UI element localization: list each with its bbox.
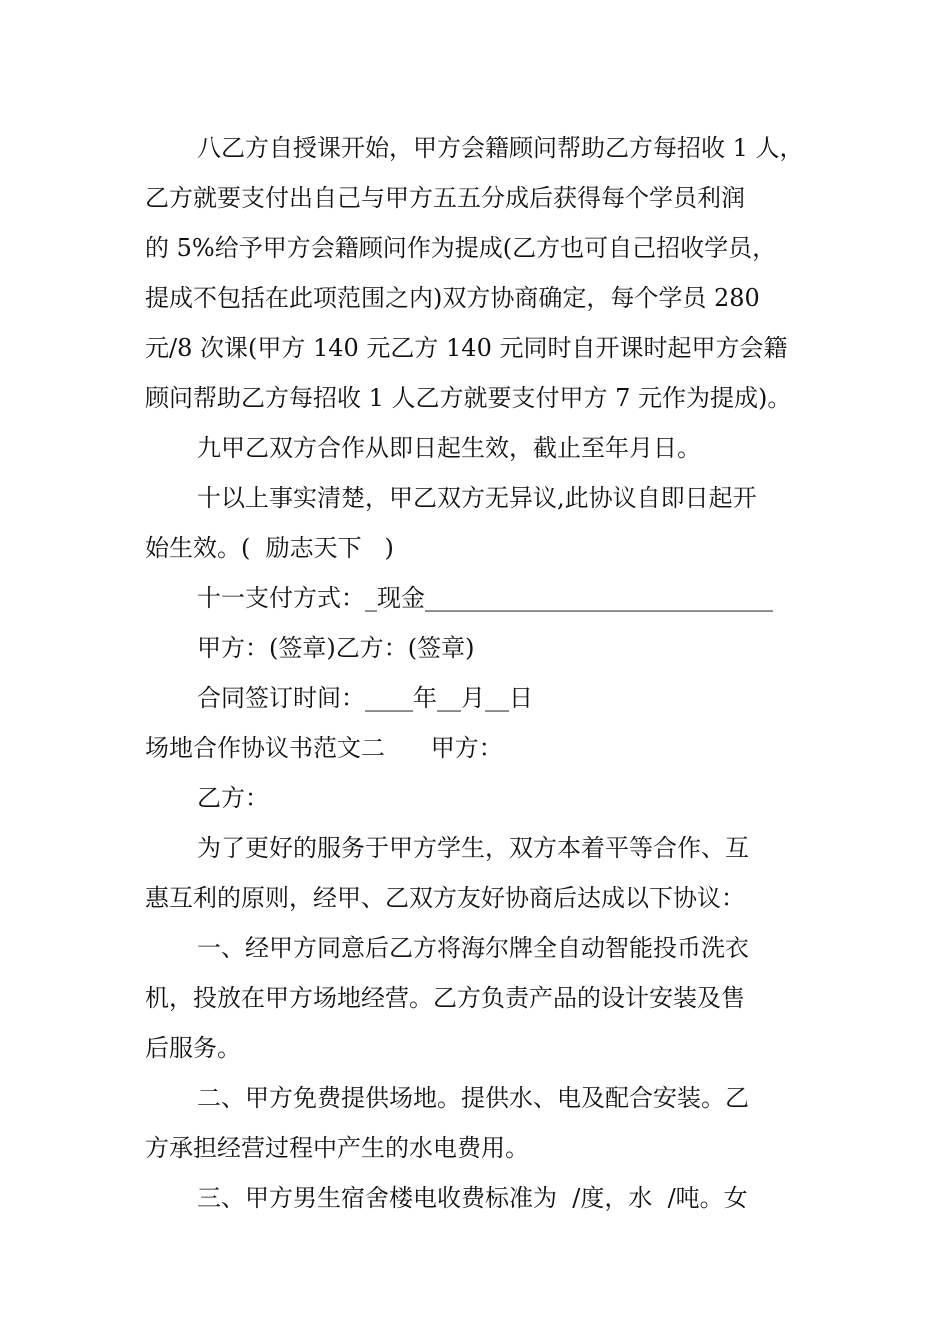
- text-line: 顾问帮助乙方每招收 1 人乙方就要支付甲方 7 元作为提成)。: [145, 384, 792, 412]
- text-line: 为了更好的服务于甲方学生，双方本着平等合作、互: [197, 834, 749, 862]
- text-line: 元/8 次课(甲方 140 元乙方 140 元同时自开课时起甲方会籍: [145, 334, 788, 362]
- text-line: 后服务。: [145, 1034, 241, 1062]
- text-line: 机，投放在甲方场地经营。乙方负责产品的设计安装及售: [145, 984, 745, 1012]
- text-line: 九甲乙双方合作从即日起生效，截止至年月日。: [197, 434, 701, 462]
- payment-method-line: 十一支付方式：_现金_____________________________: [197, 584, 773, 612]
- text-line: 二、甲方免费提供场地。提供水、电及配合安装。乙: [197, 1084, 749, 1112]
- text-line: 三、甲方男生宿舍楼电收费标准为 /度，水 /吨。女: [197, 1184, 748, 1212]
- text-line: 始生效。( 励志天下 ): [145, 534, 394, 562]
- text-line: 八乙方自授课开始，甲方会籍顾问帮助乙方每招收 1 人，: [197, 134, 804, 162]
- text-line: 一、经甲方同意后乙方将海尔牌全自动智能投币洗衣: [197, 934, 749, 962]
- text-line: 方承担经营过程中产生的水电费用。: [145, 1134, 529, 1162]
- section-heading: 场地合作协议书范文二 甲方：: [145, 734, 503, 762]
- text-line: 惠互利的原则，经甲、乙双方友好协商后达成以下协议：: [145, 884, 745, 912]
- text-line: 乙方就要支付出自己与甲方五五分成后获得每个学员利润: [145, 184, 745, 212]
- text-line: 乙方：: [197, 784, 269, 812]
- text-line: 十以上事实清楚，甲乙双方无异议,此协议自即日起开: [197, 484, 757, 512]
- signature-line: 甲方：(签章)乙方：(签章): [197, 634, 475, 662]
- contract-date-line: 合同签订时间：____年__月__日: [197, 684, 533, 712]
- text-line: 提成不包括在此项范围之内)双方协商确定，每个学员 280: [145, 284, 760, 312]
- text-line: 的 5%给予甲方会籍顾问作为提成(乙方也可自己招收学员，: [145, 234, 777, 262]
